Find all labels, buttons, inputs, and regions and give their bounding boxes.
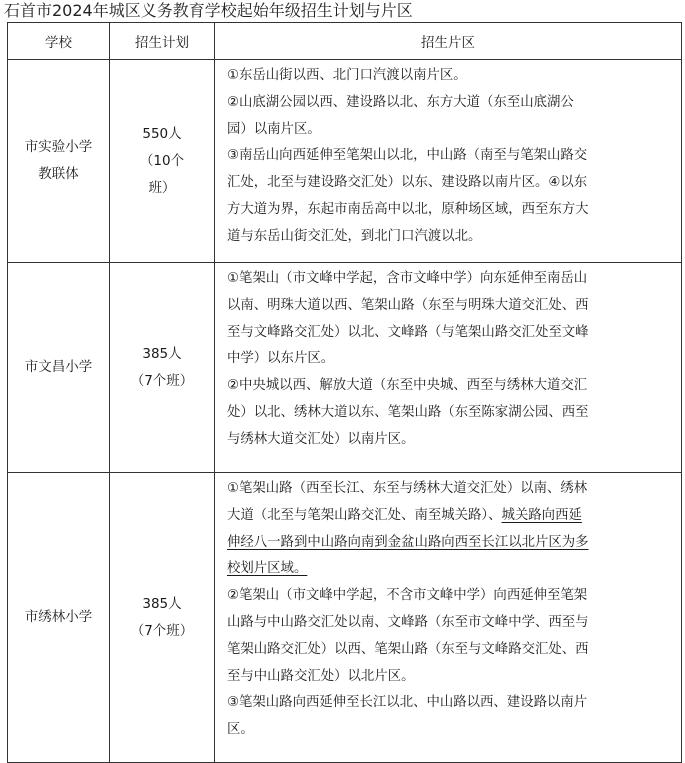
area-line: ①东岳山街以西、北门口汽渡以南片区。: [227, 68, 467, 83]
area-cell: [215, 263, 682, 473]
area-line: ①笔架山路（西至长江、东至与绣林大道交汇处）以南、绣林: [227, 481, 588, 496]
school-cell: [8, 473, 110, 763]
area-line: 处）以北、绣林大道以东、笔架山路（东至陈家湖公园、西至: [227, 404, 589, 420]
area-line: 至与文峰路交汇处）以北、文峰路（与笔架山路交汇处至文峰: [227, 324, 589, 340]
area-cell: [215, 473, 682, 763]
area-line: 中学）以东片区。: [227, 351, 335, 367]
multi-school-zone-text: 城关路向西延: [501, 507, 582, 523]
document-title: 石首市2024年城区义务教育学校起始年级招生计划与片区: [4, 1, 413, 20]
area-line-mixed: [227, 503, 675, 530]
plan-line: （10个: [139, 152, 185, 169]
area-line: 与绣林大道交汇处）以南片区。: [227, 431, 415, 447]
school-cell: [8, 263, 110, 473]
school-name-line: 市文昌小学: [24, 359, 93, 375]
header-school: 学校: [8, 23, 110, 60]
area-line: 汇处，北至与建设路交汇处）以东、建设路以南片区。④以东: [227, 175, 588, 191]
area-line: 园）以南片区。: [227, 121, 321, 137]
area-line: ③笔架山路向西延伸至长江以北、中山路以西、建设路以南片: [227, 695, 588, 711]
table-row: [8, 473, 682, 763]
area-line: 以南、明珠大道以西、笔架山路（东至与明珠大道交汇处、西: [227, 297, 589, 313]
table-header-row: [8, 23, 682, 60]
area-line: 道与东岳山街交汇处，到北门口汽渡以北。: [227, 228, 482, 244]
area-line: ①笔架山（市文峰中学起，含市文峰中学）向东延伸至南岳山: [227, 271, 588, 286]
area-line: ③南岳山向西延伸至笔架山以北，中山路（南至与笔架山路交: [227, 148, 588, 164]
plan-cell: [110, 263, 215, 473]
multi-school-zone-line: 校划片区域。: [227, 561, 308, 577]
plan-line: （7个班）: [130, 372, 194, 389]
school-name-line: 市绣林小学: [24, 609, 93, 625]
plan-cell: [110, 473, 215, 763]
area-line: 方大道为界，东起市南岳高中以北，原种场区域，西至东方大: [227, 201, 589, 217]
area-line: ②中央城以西、解放大道（东至中央城、西至与绣林大道交汇: [227, 378, 588, 394]
header-area: 招生片区: [215, 23, 682, 60]
area-line: 区。: [227, 722, 254, 738]
area-cell: [215, 60, 682, 263]
plan-line: （7个班）: [130, 622, 194, 639]
plan-line: 班）: [148, 179, 176, 196]
area-line: 山路与中山路交汇处以南、文峰路（东至市文峰中学、西至与: [227, 614, 589, 630]
area-line: ②笔架山（市文峰中学起，不含市文峰中学）向西延伸至笔架: [227, 588, 588, 604]
school-cell: [8, 60, 110, 263]
area-line: 至与中山路交汇处）以北片区。: [227, 668, 415, 684]
table-row: [8, 263, 682, 473]
area-line: ②山底湖公园以西、建设路以北、东方大道（东至山底湖公: [227, 94, 574, 110]
multi-school-zone-line: 伸经八一路到中山路向南到金盆山路向西至长江以北片区为多: [227, 534, 589, 550]
school-name-line: 市实验小学: [24, 139, 93, 155]
plan-cell: [110, 60, 215, 263]
school-name-line: 教联体: [38, 166, 79, 182]
area-text: 大道（北至与笔架山路交汇处、南至城关路）、: [227, 507, 502, 523]
table-row: [8, 60, 682, 263]
plan-line: 385人: [142, 345, 182, 362]
plan-line: 385人: [142, 595, 182, 612]
header-plan: 招生计划: [110, 23, 215, 60]
plan-line: 550人: [142, 125, 182, 142]
enrollment-table: [7, 22, 682, 763]
area-line: 笔架山路交汇处）以西、笔架山路（东至与文峰路交汇处、西: [227, 641, 589, 657]
